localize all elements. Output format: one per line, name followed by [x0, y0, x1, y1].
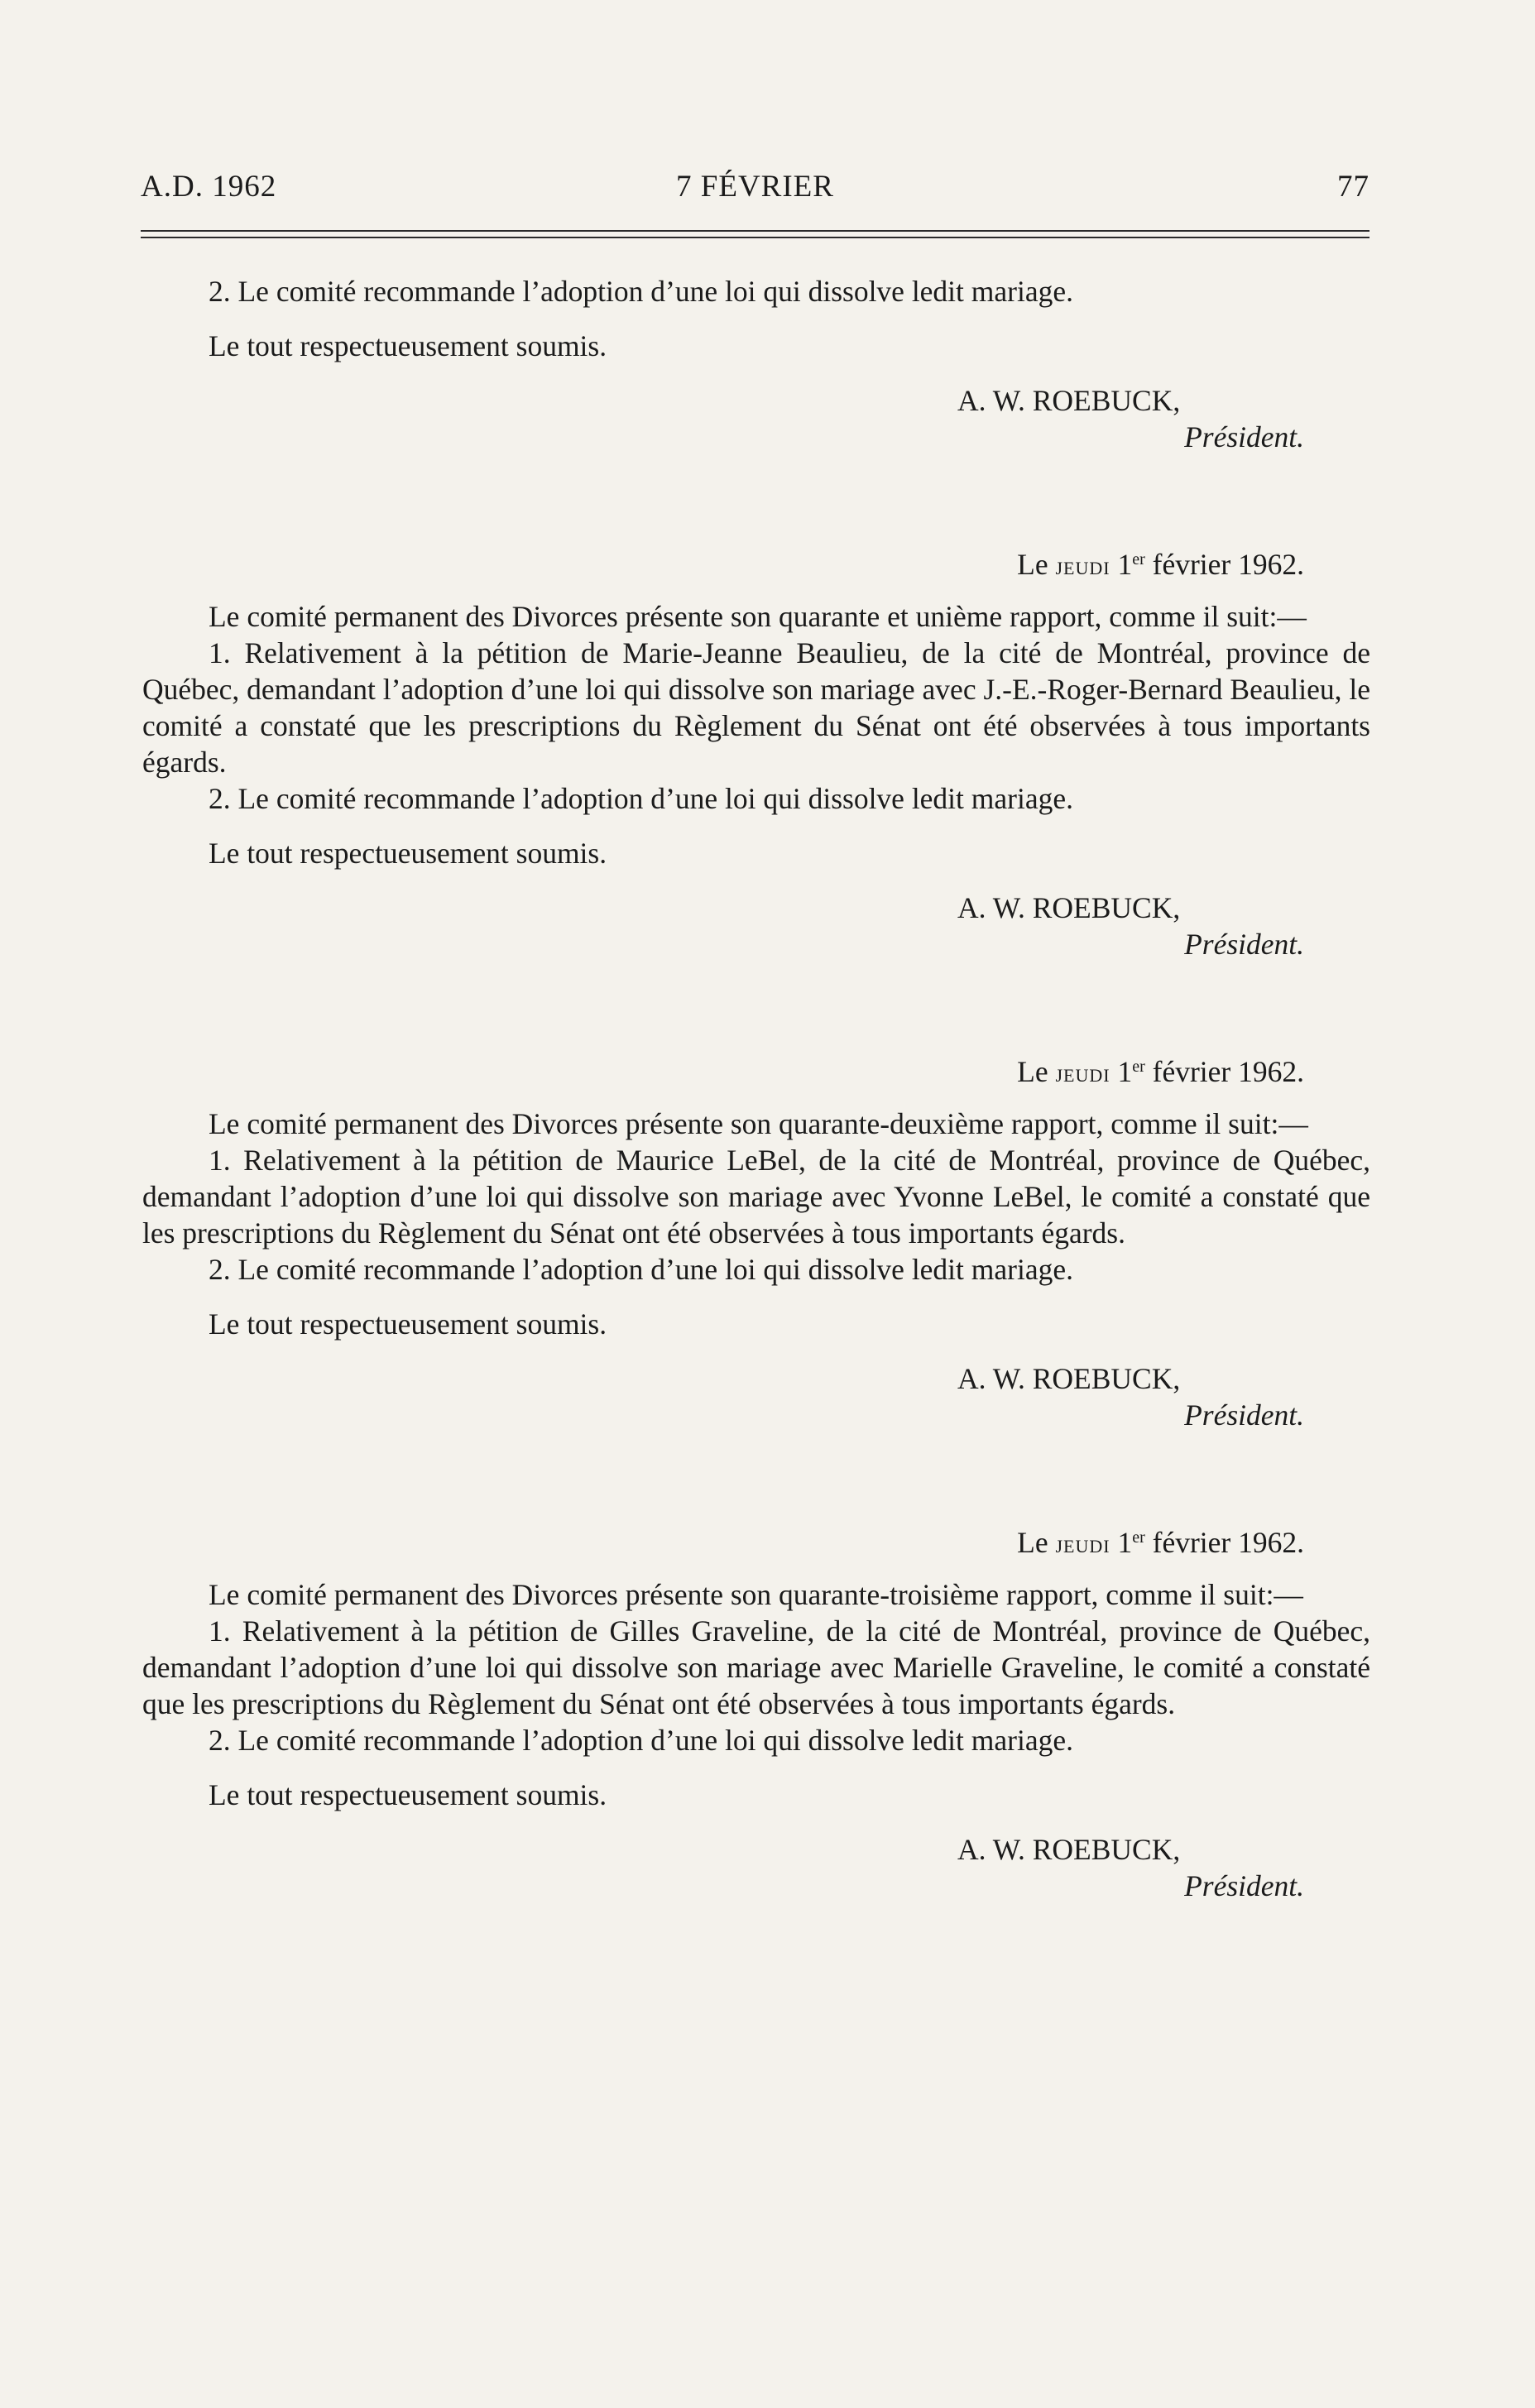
recommendation-item: 2. Le comité recommande l’adoption d’une loi qui dissolve ledit mariage.	[209, 782, 1073, 815]
report-41	[142, 546, 1370, 962]
page-body	[142, 273, 1370, 1904]
report-continuation	[142, 273, 1370, 455]
petition-item: 1. Relativement à la pétition de Gilles Graveline, de la cité de Montréal, province de Québec, demandant l’adoption d’une loi qui dissolve son mariage avec Marielle Graveline, le comité a constaté que les prescriptions du Règlement du Sénat ont été observées à tous importants égards.	[142, 1614, 1370, 1720]
report-43	[142, 1524, 1370, 1904]
recommendation-item: 2. Le comité recommande l’adoption d’une loi qui dissolve ledit mariage.	[209, 1253, 1073, 1286]
signature-title: Président.	[1184, 1869, 1304, 1902]
signature-name: A. W. ROEBUCK,	[957, 1833, 1181, 1866]
closing-line: Le tout respectueusement soumis.	[209, 329, 607, 362]
petition-item: 1. Relativement à la pétition de Maurice LeBel, de la cité de Montréal, province de Québec, demandant l’adoption d’une loi qui dissolve son mariage avec Yvonne LeBel, le comité a constaté que les prescriptions du Règlement du Sénat ont été observées à tous importants égards.	[142, 1144, 1370, 1250]
signature-title: Président.	[1184, 420, 1304, 453]
petition-item: 1. Relativement à la pétition de Marie-Jeanne Beaulieu, de la cité de Montréal, province de Québec, demandant l’adoption d’une loi qui dissolve son mariage avec J.-E.-Roger-Bernard Beaulieu, le comité a constaté que les prescriptions du Règlement du Sénat ont été observées à tous importants égards.	[142, 636, 1370, 779]
page-header	[141, 169, 1370, 213]
signature-name: A. W. ROEBUCK,	[957, 891, 1181, 924]
report-42	[142, 1053, 1370, 1433]
header-date: 7 FÉVRIER	[676, 170, 834, 204]
report-date: Le jeudi 1er février 1962.	[1017, 1055, 1304, 1088]
signature-title: Président.	[1184, 1398, 1304, 1432]
recommendation-item: 2. Le comité recommande l’adoption d’une loi qui dissolve ledit mariage.	[209, 1724, 1073, 1757]
report-intro: Le comité permanent des Divorces présente son quarante et unième rapport, comme il suit:—	[209, 600, 1307, 633]
signature-name: A. W. ROEBUCK,	[957, 1362, 1181, 1395]
closing-line: Le tout respectueusement soumis.	[209, 1307, 607, 1341]
page-number: 77	[1337, 170, 1370, 204]
closing-line: Le tout respectueusement soumis.	[209, 1778, 607, 1811]
recommendation-item: 2. Le comité recommande l’adoption d’une loi qui dissolve ledit mariage.	[209, 275, 1073, 308]
closing-line: Le tout respectueusement soumis.	[209, 837, 607, 870]
report-date: Le jeudi 1er février 1962.	[1017, 1526, 1304, 1559]
header-year: A.D. 1962	[141, 170, 277, 204]
signature-name: A. W. ROEBUCK,	[957, 384, 1181, 417]
report-intro: Le comité permanent des Divorces présente son quarante-deuxième rapport, comme il suit:—	[209, 1107, 1308, 1140]
header-rule-bottom	[141, 237, 1370, 238]
report-date: Le jeudi 1er février 1962.	[1017, 548, 1304, 581]
signature-title: Président.	[1184, 928, 1304, 961]
header-rule-top	[141, 230, 1370, 232]
report-intro: Le comité permanent des Divorces présente son quarante-troisième rapport, comme il suit:—	[209, 1578, 1303, 1611]
